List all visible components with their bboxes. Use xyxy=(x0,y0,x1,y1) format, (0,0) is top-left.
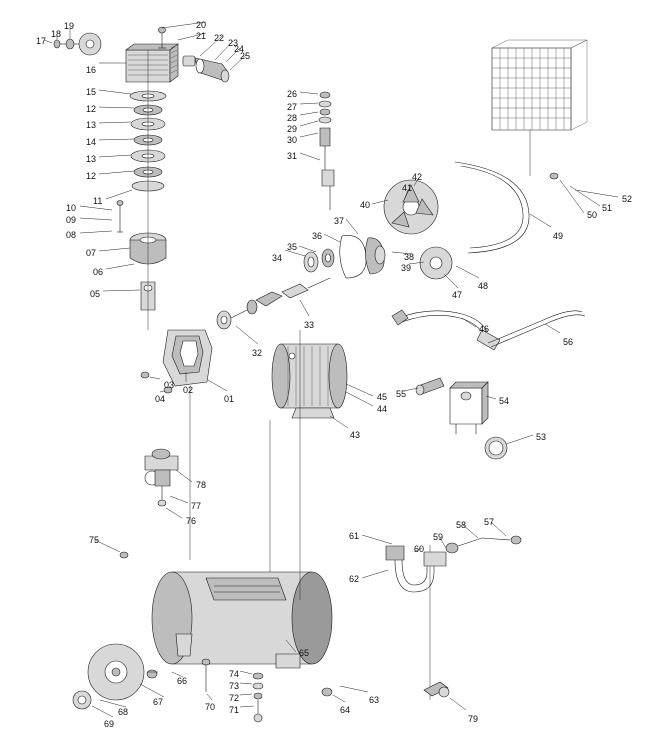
callout-79: 79 xyxy=(468,714,479,724)
group-pump-face xyxy=(285,219,479,288)
callout-78: 78 xyxy=(196,480,207,490)
callout-26: 26 xyxy=(287,89,298,99)
callout-16: 16 xyxy=(86,65,97,75)
callout-48: 48 xyxy=(478,281,489,291)
callout-31: 31 xyxy=(287,151,298,161)
callout-19: 19 xyxy=(64,21,75,31)
group-belt xyxy=(455,162,551,253)
callout-24: 24 xyxy=(234,44,245,54)
callout-11: 11 xyxy=(93,196,103,206)
callout-05: 05 xyxy=(90,289,101,299)
group-tank xyxy=(95,330,430,700)
callout-27: 27 xyxy=(287,102,298,112)
callout-20: 20 xyxy=(196,20,207,30)
callout-54: 54 xyxy=(499,396,510,406)
callout-75: 75 xyxy=(89,535,100,545)
callout-15: 15 xyxy=(86,87,97,97)
callout-44: 44 xyxy=(377,404,388,414)
callout-58: 58 xyxy=(456,520,467,530)
callout-22: 22 xyxy=(214,33,225,43)
callout-37: 37 xyxy=(334,216,345,226)
callout-29: 29 xyxy=(287,124,298,134)
callout-59: 59 xyxy=(433,532,444,542)
callout-32: 32 xyxy=(252,348,263,358)
callout-52: 52 xyxy=(622,194,633,204)
callout-34: 34 xyxy=(272,253,283,263)
callout-67: 67 xyxy=(153,697,164,707)
callout-12-lower: 12 xyxy=(86,171,97,181)
callout-09: 09 xyxy=(66,215,77,225)
callout-28: 28 xyxy=(287,113,298,123)
callout-41: 41 xyxy=(402,183,413,193)
callout-64: 64 xyxy=(340,705,351,715)
group-regulator xyxy=(145,449,192,518)
callout-21: 21 xyxy=(196,31,207,41)
callout-62: 62 xyxy=(349,574,360,584)
callout-76: 76 xyxy=(186,516,197,526)
callout-03: 03 xyxy=(164,380,175,390)
callout-42: 42 xyxy=(412,172,423,182)
callout-43: 43 xyxy=(350,430,361,440)
callout-30: 30 xyxy=(287,135,298,145)
callout-13-upper: 13 xyxy=(86,120,97,130)
group-motor xyxy=(272,344,373,428)
callout-61: 61 xyxy=(349,531,360,541)
callout-74: 74 xyxy=(229,669,240,679)
callout-63: 63 xyxy=(369,695,380,705)
callout-12-upper: 12 xyxy=(86,104,97,114)
callout-36: 36 xyxy=(312,231,323,241)
callout-01: 01 xyxy=(224,394,235,404)
callout-46: 46 xyxy=(479,324,490,334)
callout-14: 14 xyxy=(86,137,97,147)
group-unloader-tube xyxy=(300,92,334,210)
callout-70: 70 xyxy=(205,702,216,712)
group-cylinder-head xyxy=(99,44,178,82)
callout-33: 33 xyxy=(304,320,315,330)
callout-57: 57 xyxy=(484,517,495,527)
callout-49: 49 xyxy=(553,231,564,241)
callout-73: 73 xyxy=(229,681,240,691)
callout-50: 50 xyxy=(587,210,598,220)
callout-17: 17 xyxy=(36,36,47,46)
callout-06: 06 xyxy=(93,267,104,277)
callout-47: 47 xyxy=(452,290,463,300)
callout-71: 71 xyxy=(229,705,240,715)
callout-25: 25 xyxy=(240,51,251,61)
callout-04: 04 xyxy=(155,394,166,404)
callout-55: 55 xyxy=(396,389,407,399)
callout-18: 18 xyxy=(51,29,62,39)
callout-39: 39 xyxy=(401,263,412,273)
callout-23: 23 xyxy=(228,38,239,48)
callout-07: 07 xyxy=(86,248,97,258)
callout-02: 02 xyxy=(183,385,194,395)
callout-56: 56 xyxy=(563,337,574,347)
callout-10: 10 xyxy=(66,203,77,213)
callout-60: 60 xyxy=(414,544,425,554)
callout-38: 38 xyxy=(404,252,415,262)
callout-40: 40 xyxy=(360,200,371,210)
callout-08: 08 xyxy=(66,230,77,240)
callout-51: 51 xyxy=(602,203,613,213)
callout-68: 68 xyxy=(118,707,129,717)
callout-13-lower: 13 xyxy=(86,154,97,164)
callout-45: 45 xyxy=(377,392,388,402)
callout-69: 69 xyxy=(104,719,115,729)
callout-65: 65 xyxy=(299,648,310,658)
callout-77: 77 xyxy=(191,501,202,511)
callout-72: 72 xyxy=(229,693,240,703)
callout-66: 66 xyxy=(177,676,188,686)
group-electrical xyxy=(404,378,533,459)
callout-53: 53 xyxy=(536,432,547,442)
callout-35: 35 xyxy=(287,242,298,252)
